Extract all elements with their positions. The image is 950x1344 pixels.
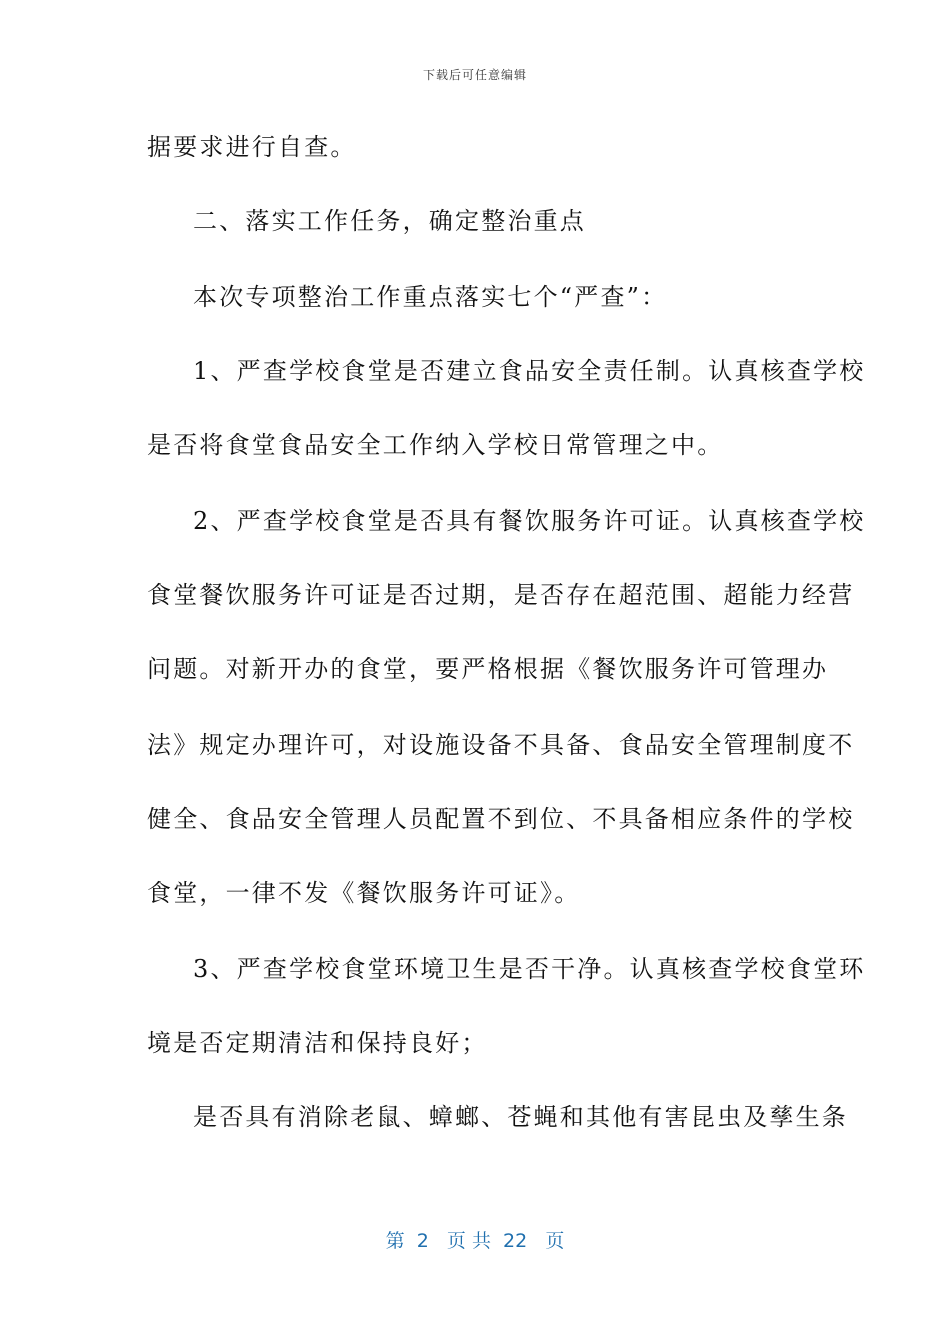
header-note: 下载后可任意编辑 [422,68,527,82]
page-number: 第 2 页 共 22 页 [385,1230,565,1252]
text-line: 2、严查学校食堂是否具有餐饮服务许可证。认真核查学校 [193,507,866,535]
section-heading: 二、落实工作任务，确定整治重点 [193,207,586,235]
text-line: 据要求进行自查。 [147,133,357,161]
text-line: 法》规定办理许可，对设施设备不具备、食品安全管理制度不 [147,731,855,759]
text-line: 是否具有消除老鼠、蟑螂、苍蝇和其他有害昆虫及孳生条 [193,1103,848,1131]
text-line: 健全、食品安全管理人员配置不到位、不具备相应条件的学校 [147,805,855,833]
text-line: 3、严查学校食堂环境卫生是否干净。认真核查学校食堂环 [193,955,866,983]
text-line: 本次专项整治工作重点落实七个“严查”： [193,283,668,311]
text-line: 食堂，一律不发《餐饮服务许可证》。 [147,879,581,907]
text-line: 食堂餐饮服务许可证是否过期，是否存在超范围、超能力经营 [147,581,855,609]
text-line: 1、严查学校食堂是否建立食品安全责任制。认真核查学校 [193,357,866,385]
text-line: 境是否定期清洁和保持良好； [147,1029,488,1057]
text-line: 是否将食堂食品安全工作纳入学校日常管理之中。 [147,431,724,459]
text-line: 问题。对新开办的食堂，要严格根据《餐饮服务许可管理办 [147,655,829,683]
